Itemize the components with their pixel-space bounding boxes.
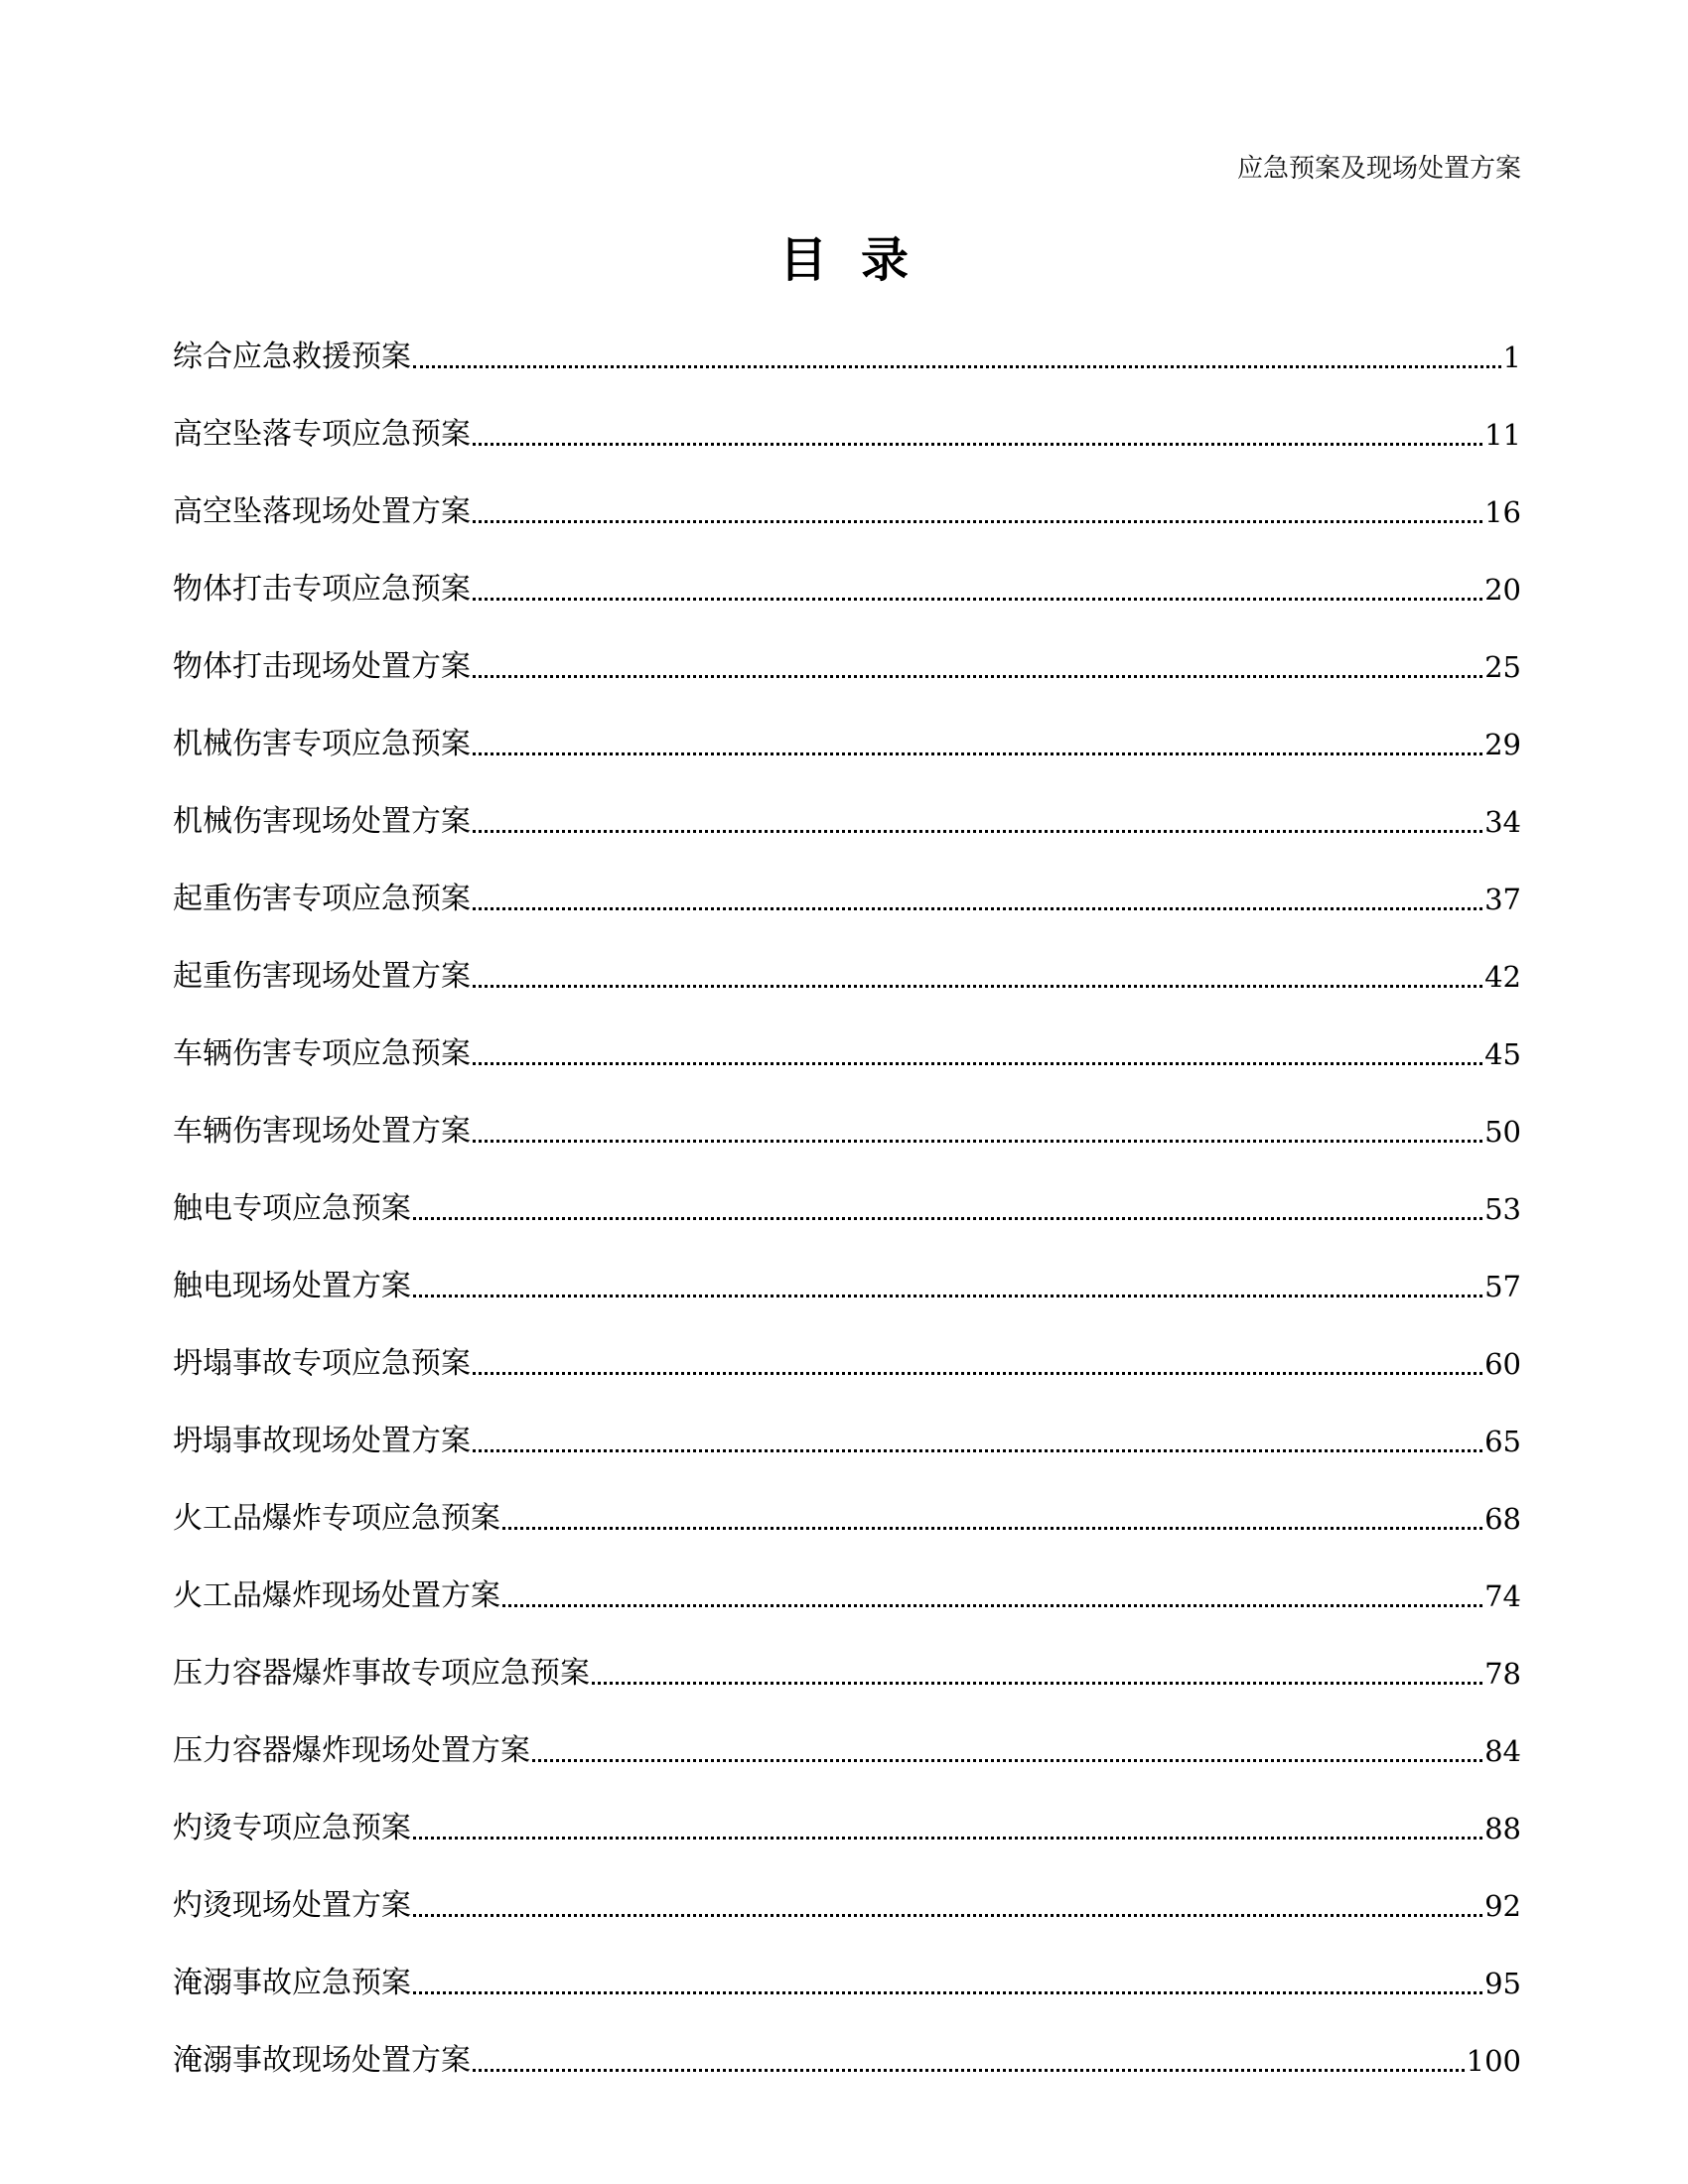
- dot-leader: [473, 752, 1482, 755]
- toc-entry-page[interactable]: 42: [1484, 960, 1521, 994]
- toc-entry-page[interactable]: 53: [1484, 1192, 1521, 1226]
- toc-entry[interactable]: [173, 1926, 1521, 2003]
- dot-leader: [532, 1759, 1482, 1762]
- running-header: 应急预案及现场处置方案: [1236, 154, 1521, 184]
- toc-entry-title[interactable]: 灼烫专项应急预案: [173, 1811, 411, 1845]
- toc-entry-title[interactable]: 机械伤害专项应急预案: [173, 727, 471, 761]
- page-title: 目录: [778, 232, 942, 288]
- toc-entry[interactable]: [173, 610, 1521, 687]
- dot-leader: [473, 2069, 1465, 2072]
- toc-entry-title[interactable]: 压力容器爆炸现场处置方案: [173, 1733, 530, 1768]
- dot-leader: [473, 520, 1482, 523]
- dot-leader: [413, 365, 1501, 368]
- toc-entry-page[interactable]: 84: [1484, 1734, 1521, 1768]
- dot-leader: [473, 1140, 1482, 1143]
- toc-entry-page[interactable]: 65: [1484, 1425, 1521, 1458]
- toc-entry[interactable]: [173, 300, 1521, 377]
- toc-entry-title[interactable]: 坍塌事故专项应急预案: [173, 1346, 471, 1381]
- dot-leader: [413, 1295, 1482, 1297]
- dot-leader: [473, 1449, 1482, 1452]
- toc-entry-page[interactable]: 60: [1484, 1347, 1521, 1381]
- toc-entry-page[interactable]: 50: [1484, 1115, 1521, 1149]
- toc-entry-page[interactable]: 25: [1484, 650, 1521, 684]
- toc-entry-title[interactable]: 物体打击现场处置方案: [173, 649, 471, 684]
- toc-entry[interactable]: [173, 1229, 1521, 1306]
- toc-entry[interactable]: [173, 455, 1521, 532]
- toc-entry[interactable]: [173, 2003, 1521, 2081]
- toc-entry-page[interactable]: 78: [1484, 1657, 1521, 1691]
- toc-entry[interactable]: [173, 687, 1521, 764]
- toc-entry[interactable]: [173, 1384, 1521, 1461]
- toc-entry-title[interactable]: 触电现场处置方案: [173, 1269, 411, 1303]
- dot-leader: [473, 1062, 1482, 1065]
- toc-entry[interactable]: [173, 1848, 1521, 1926]
- toc-entry-page[interactable]: 1: [1502, 341, 1521, 374]
- toc-entry-title[interactable]: 车辆伤害现场处置方案: [173, 1114, 471, 1149]
- toc-entry-page[interactable]: 74: [1484, 1579, 1521, 1613]
- toc-entry-title[interactable]: 火工品爆炸现场处置方案: [173, 1578, 500, 1613]
- toc-entry-page[interactable]: 95: [1484, 1967, 1521, 2000]
- toc-entry-page[interactable]: 45: [1484, 1037, 1521, 1071]
- toc-entry[interactable]: [173, 1771, 1521, 1848]
- dot-leader: [473, 1372, 1482, 1375]
- toc-entry-title[interactable]: 触电专项应急预案: [173, 1191, 411, 1226]
- toc-entry-title[interactable]: 淹溺事故应急预案: [173, 1966, 411, 2000]
- toc-entry-page[interactable]: 16: [1484, 495, 1521, 529]
- dot-leader: [473, 598, 1482, 601]
- toc-entry[interactable]: [173, 377, 1521, 455]
- toc-entry-page[interactable]: 29: [1484, 728, 1521, 761]
- toc-entry-page[interactable]: 92: [1484, 1889, 1521, 1923]
- dot-leader: [502, 1604, 1482, 1607]
- dot-leader: [413, 1991, 1482, 1994]
- dot-leader: [413, 1914, 1482, 1917]
- toc-entry[interactable]: [173, 997, 1521, 1074]
- toc-entry[interactable]: [173, 1074, 1521, 1152]
- dot-leader: [473, 907, 1482, 910]
- toc-entry[interactable]: [173, 1306, 1521, 1384]
- table-of-contents: [173, 300, 1521, 2081]
- toc-entry-page[interactable]: 20: [1484, 573, 1521, 607]
- dot-leader: [413, 1837, 1482, 1840]
- toc-entry-title[interactable]: 机械伤害现场处置方案: [173, 804, 471, 839]
- toc-entry-title[interactable]: 火工品爆炸专项应急预案: [173, 1501, 500, 1536]
- toc-entry-page[interactable]: 11: [1484, 418, 1521, 452]
- dot-leader: [473, 675, 1482, 678]
- toc-entry-title[interactable]: 坍塌事故现场处置方案: [173, 1424, 471, 1458]
- toc-entry-title[interactable]: 起重伤害专项应急预案: [173, 882, 471, 916]
- toc-entry-title[interactable]: 淹溺事故现场处置方案: [173, 2043, 471, 2078]
- dot-leader: [413, 1217, 1482, 1220]
- dot-leader: [502, 1527, 1482, 1530]
- dot-leader: [592, 1682, 1482, 1685]
- toc-entry-page[interactable]: 57: [1484, 1270, 1521, 1303]
- toc-entry-title[interactable]: 灼烫现场处置方案: [173, 1888, 411, 1923]
- toc-entry-title[interactable]: 高空坠落专项应急预案: [173, 417, 471, 452]
- toc-entry[interactable]: [173, 1616, 1521, 1694]
- toc-entry[interactable]: [173, 764, 1521, 842]
- toc-entry-title[interactable]: 起重伤害现场处置方案: [173, 959, 471, 994]
- toc-entry[interactable]: [173, 1461, 1521, 1539]
- toc-entry[interactable]: [173, 919, 1521, 997]
- toc-entry-page[interactable]: 100: [1466, 2044, 1521, 2078]
- toc-entry-page[interactable]: 37: [1484, 883, 1521, 916]
- toc-entry-title[interactable]: 综合应急救援预案: [173, 340, 411, 374]
- toc-entry[interactable]: [173, 1152, 1521, 1229]
- toc-entry[interactable]: [173, 1694, 1521, 1771]
- toc-entry-page[interactable]: 68: [1484, 1502, 1521, 1536]
- toc-entry[interactable]: [173, 532, 1521, 610]
- toc-entry-page[interactable]: 34: [1484, 805, 1521, 839]
- toc-entry-title[interactable]: 车辆伤害专项应急预案: [173, 1036, 471, 1071]
- dot-leader: [473, 985, 1482, 988]
- toc-entry[interactable]: [173, 1539, 1521, 1616]
- toc-entry-page[interactable]: 88: [1484, 1812, 1521, 1845]
- dot-leader: [473, 830, 1482, 833]
- toc-entry-title[interactable]: 压力容器爆炸事故专项应急预案: [173, 1656, 590, 1691]
- toc-entry-title[interactable]: 高空坠落现场处置方案: [173, 494, 471, 529]
- dot-leader: [473, 443, 1482, 446]
- toc-entry-title[interactable]: 物体打击专项应急预案: [173, 572, 471, 607]
- toc-entry[interactable]: [173, 842, 1521, 919]
